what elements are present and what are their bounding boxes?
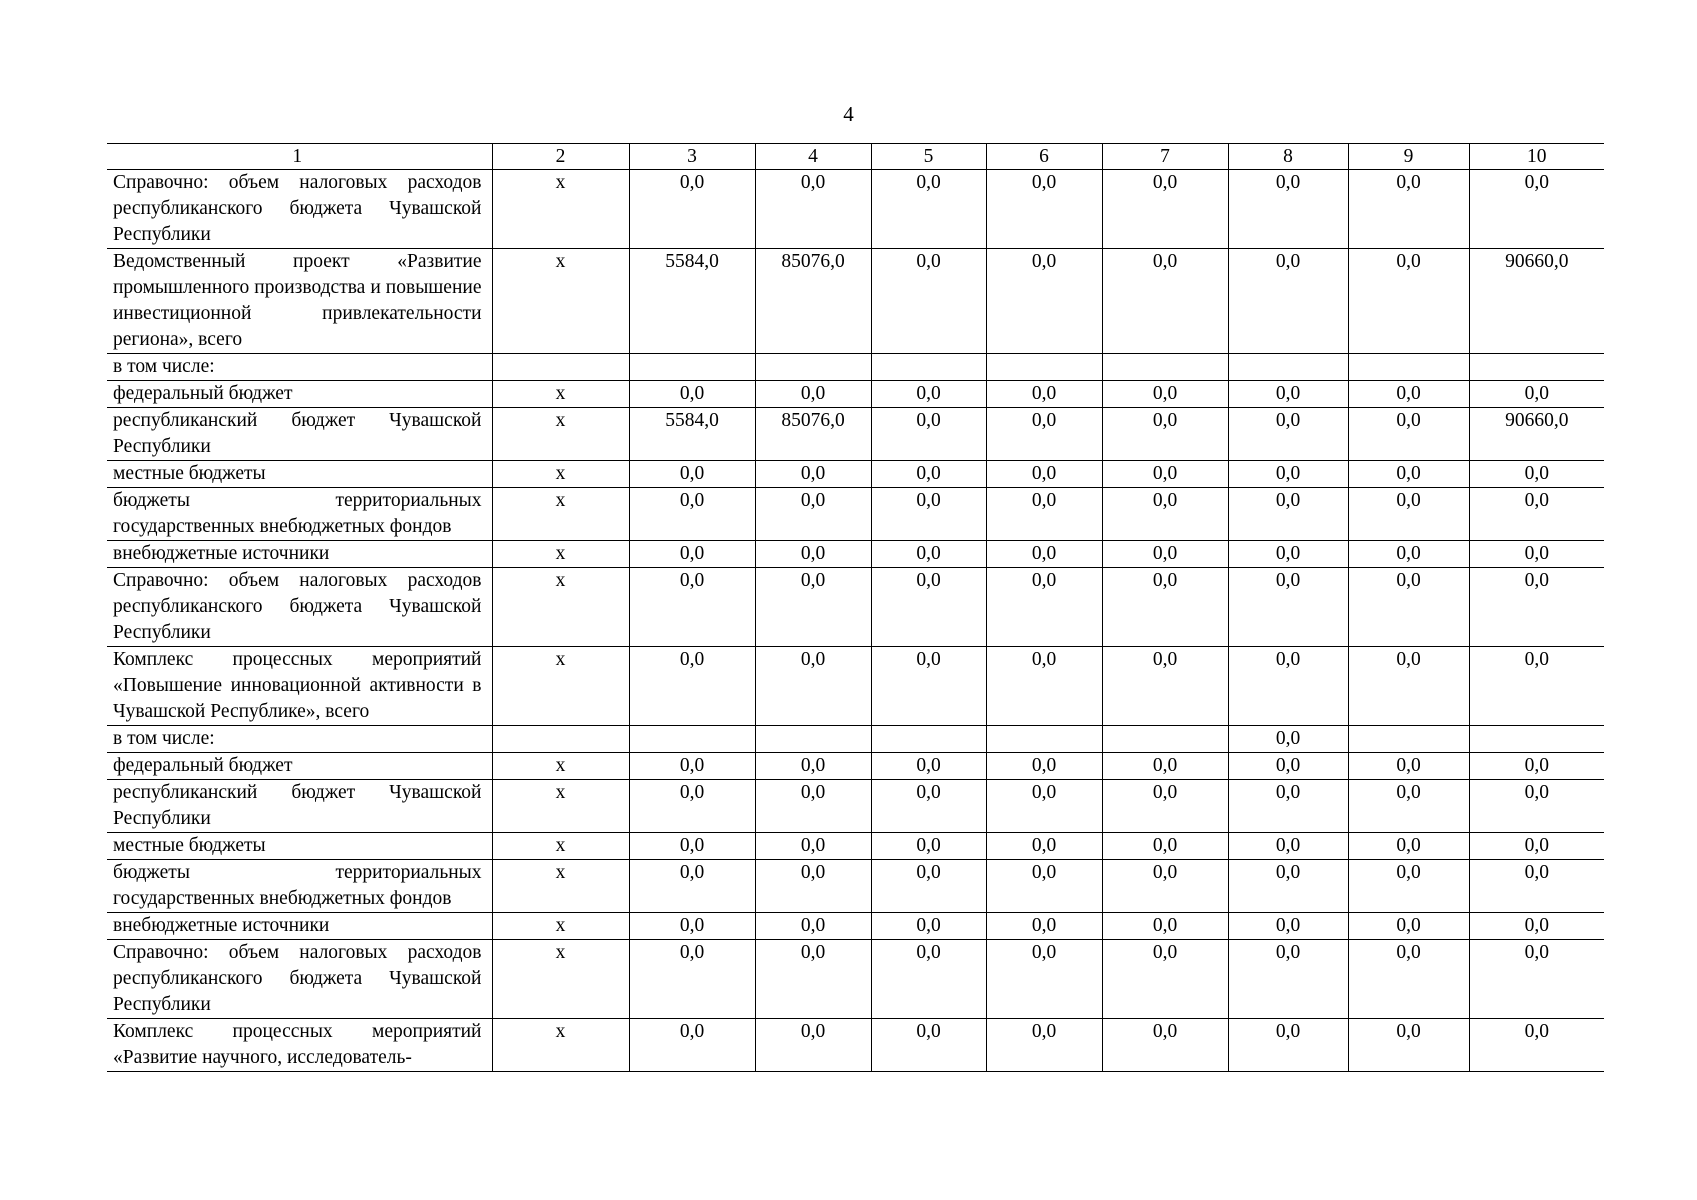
value-cell: 0,0	[986, 488, 1102, 541]
table-row	[107, 408, 1604, 461]
value-cell: 0,0	[1102, 461, 1228, 488]
value-cell: 0,0	[1228, 753, 1348, 780]
value-cell: 0,0	[1469, 541, 1604, 568]
value-cell: 90660,0	[1469, 408, 1604, 461]
value-cell: 0,0	[1228, 381, 1348, 408]
value-cell: 0,0	[1228, 1019, 1348, 1072]
value-cell: 0,0	[1228, 913, 1348, 940]
value-cell: 0,0	[871, 170, 986, 249]
value-cell: 0,0	[1102, 1019, 1228, 1072]
value-cell: 0,0	[1228, 541, 1348, 568]
value-cell: 0,0	[629, 833, 755, 860]
row-label: местные бюджеты	[107, 461, 492, 488]
value-cell: 90660,0	[1469, 249, 1604, 354]
value-cell: 0,0	[755, 753, 871, 780]
value-cell: 0,0	[755, 1019, 871, 1072]
value-cell: 0,0	[871, 913, 986, 940]
value-cell: 0,0	[1228, 780, 1348, 833]
table-row	[107, 780, 1604, 833]
value-cell: 0,0	[1348, 568, 1469, 647]
value-cell: 5584,0	[629, 408, 755, 461]
value-cell	[1228, 354, 1348, 381]
value-cell: 0,0	[986, 249, 1102, 354]
value-cell: 0,0	[629, 461, 755, 488]
header-cell: 4	[755, 144, 871, 170]
value-cell: 0,0	[1348, 647, 1469, 726]
table-row	[107, 488, 1604, 541]
table-row	[107, 568, 1604, 647]
value-cell	[986, 354, 1102, 381]
value-cell	[629, 354, 755, 381]
value-cell: x	[492, 568, 629, 647]
value-cell: x	[492, 170, 629, 249]
value-cell	[1348, 354, 1469, 381]
value-cell: 0,0	[629, 753, 755, 780]
row-label: республиканский бюджет Чувашской Республики	[107, 408, 492, 461]
value-cell: x	[492, 913, 629, 940]
value-cell: 0,0	[755, 647, 871, 726]
value-cell: x	[492, 753, 629, 780]
value-cell: 0,0	[755, 568, 871, 647]
value-cell: 0,0	[1228, 488, 1348, 541]
value-cell: 0,0	[1348, 753, 1469, 780]
value-cell: 0,0	[871, 249, 986, 354]
value-cell: 0,0	[1102, 488, 1228, 541]
value-cell: 5584,0	[629, 249, 755, 354]
value-cell: 0,0	[1102, 381, 1228, 408]
row-label: федеральный бюджет	[107, 753, 492, 780]
row-label: бюджеты территориальных государственных внебюджетных фондов	[107, 860, 492, 913]
value-cell: 0,0	[1469, 780, 1604, 833]
value-cell: 0,0	[1228, 408, 1348, 461]
value-cell: 0,0	[1348, 461, 1469, 488]
value-cell: 0,0	[1102, 780, 1228, 833]
value-cell: x	[492, 833, 629, 860]
value-cell: 0,0	[755, 541, 871, 568]
value-cell	[871, 354, 986, 381]
value-cell: x	[492, 461, 629, 488]
row-label: внебюджетные источники	[107, 541, 492, 568]
value-cell	[1102, 354, 1228, 381]
value-cell: 0,0	[871, 833, 986, 860]
value-cell: 0,0	[629, 381, 755, 408]
value-cell	[1102, 726, 1228, 753]
value-cell	[1348, 726, 1469, 753]
value-cell: 0,0	[1348, 170, 1469, 249]
value-cell: 0,0	[1348, 940, 1469, 1019]
value-cell	[492, 354, 629, 381]
value-cell: 0,0	[1348, 860, 1469, 913]
value-cell: x	[492, 780, 629, 833]
value-cell: 0,0	[1469, 753, 1604, 780]
header-cell: 10	[1469, 144, 1604, 170]
value-cell: x	[492, 381, 629, 408]
value-cell: x	[492, 408, 629, 461]
value-cell: 0,0	[1348, 488, 1469, 541]
value-cell: 0,0	[1102, 408, 1228, 461]
value-cell: 85076,0	[755, 408, 871, 461]
value-cell: 0,0	[755, 913, 871, 940]
value-cell: 0,0	[1348, 541, 1469, 568]
row-label: в том числе:	[107, 726, 492, 753]
row-label: Справочно: объем налоговых расходов республиканского бюджета Чувашской Республики	[107, 170, 492, 249]
value-cell: 0,0	[1348, 913, 1469, 940]
value-cell: 0,0	[871, 860, 986, 913]
value-cell: 0,0	[871, 940, 986, 1019]
value-cell: 0,0	[755, 860, 871, 913]
value-cell: 0,0	[1469, 568, 1604, 647]
value-cell: 0,0	[1228, 249, 1348, 354]
value-cell: 0,0	[986, 780, 1102, 833]
row-label: в том числе:	[107, 354, 492, 381]
value-cell: 0,0	[1102, 170, 1228, 249]
table-row	[107, 647, 1604, 726]
value-cell: 0,0	[871, 568, 986, 647]
value-cell: 0,0	[629, 170, 755, 249]
value-cell: 0,0	[986, 940, 1102, 1019]
value-cell: 0,0	[986, 170, 1102, 249]
value-cell	[1469, 354, 1604, 381]
row-label: Справочно: объем налоговых расходов республиканского бюджета Чувашской Республики	[107, 940, 492, 1019]
header-cell: 7	[1102, 144, 1228, 170]
value-cell: 0,0	[1469, 461, 1604, 488]
value-cell	[1469, 726, 1604, 753]
row-label: республиканский бюджет Чувашской Республики	[107, 780, 492, 833]
value-cell: 0,0	[1228, 647, 1348, 726]
value-cell: 0,0	[1348, 249, 1469, 354]
table-row	[107, 249, 1604, 354]
value-cell: 0,0	[1228, 568, 1348, 647]
table-row	[107, 541, 1604, 568]
header-cell: 3	[629, 144, 755, 170]
value-cell: 0,0	[1102, 940, 1228, 1019]
value-cell: 0,0	[986, 541, 1102, 568]
header-cell: 2	[492, 144, 629, 170]
value-cell: 0,0	[986, 461, 1102, 488]
row-label: местные бюджеты	[107, 833, 492, 860]
table-row	[107, 726, 1604, 753]
table-row	[107, 354, 1604, 381]
header-cell: 5	[871, 144, 986, 170]
value-cell: 0,0	[1348, 408, 1469, 461]
value-cell: 0,0	[1469, 833, 1604, 860]
value-cell	[629, 726, 755, 753]
row-label: Ведомственный проект «Развитие промышленного производства и повышение инвестиционной привлекательности региона», всего	[107, 249, 492, 354]
value-cell: 0,0	[1469, 647, 1604, 726]
table-row	[107, 940, 1604, 1019]
value-cell: x	[492, 860, 629, 913]
value-cell: 0,0	[629, 568, 755, 647]
value-cell: 0,0	[871, 541, 986, 568]
value-cell: 0,0	[1102, 647, 1228, 726]
value-cell: 0,0	[986, 381, 1102, 408]
value-cell: 0,0	[755, 170, 871, 249]
table-row	[107, 1019, 1604, 1072]
value-cell: 0,0	[986, 647, 1102, 726]
value-cell: 0,0	[1102, 753, 1228, 780]
value-cell: x	[492, 940, 629, 1019]
value-cell: 0,0	[629, 488, 755, 541]
value-cell: 0,0	[1469, 860, 1604, 913]
value-cell: 0,0	[629, 647, 755, 726]
value-cell: x	[492, 541, 629, 568]
table-row	[107, 170, 1604, 249]
value-cell: 0,0	[986, 408, 1102, 461]
header-cell: 6	[986, 144, 1102, 170]
value-cell: 0,0	[1469, 1019, 1604, 1072]
value-cell: 0,0	[1469, 940, 1604, 1019]
row-label: бюджеты территориальных государственных внебюджетных фондов	[107, 488, 492, 541]
value-cell: 0,0	[871, 1019, 986, 1072]
row-label: Комплекс процессных мероприятий «Развитие научного, исследователь-	[107, 1019, 492, 1072]
value-cell: 85076,0	[755, 249, 871, 354]
value-cell: 0,0	[1469, 381, 1604, 408]
value-cell: 0,0	[629, 1019, 755, 1072]
row-label: федеральный бюджет	[107, 381, 492, 408]
value-cell: 0,0	[1102, 860, 1228, 913]
value-cell: 0,0	[1228, 170, 1348, 249]
table-body	[107, 144, 1604, 1072]
table-row	[107, 833, 1604, 860]
value-cell: x	[492, 249, 629, 354]
table-row	[107, 461, 1604, 488]
value-cell	[871, 726, 986, 753]
value-cell: 0,0	[1469, 488, 1604, 541]
value-cell	[755, 726, 871, 753]
value-cell: 0,0	[629, 780, 755, 833]
table-header-row	[107, 144, 1604, 170]
header-cell: 1	[107, 144, 492, 170]
page-number: 4	[843, 102, 854, 126]
value-cell: 0,0	[871, 381, 986, 408]
row-label: Справочно: объем налоговых расходов республиканского бюджета Чувашской Республики	[107, 568, 492, 647]
value-cell: 0,0	[1102, 568, 1228, 647]
value-cell: 0,0	[1348, 381, 1469, 408]
value-cell: 0,0	[1228, 726, 1348, 753]
budget-table	[107, 143, 1604, 1072]
value-cell: 0,0	[1348, 780, 1469, 833]
value-cell	[755, 354, 871, 381]
row-label: внебюджетные источники	[107, 913, 492, 940]
value-cell: 0,0	[755, 488, 871, 541]
value-cell: 0,0	[1102, 249, 1228, 354]
value-cell: x	[492, 488, 629, 541]
value-cell: 0,0	[1102, 833, 1228, 860]
value-cell: 0,0	[986, 860, 1102, 913]
value-cell: 0,0	[1102, 913, 1228, 940]
value-cell: 0,0	[1228, 940, 1348, 1019]
row-label: Комплекс процессных мероприятий «Повышение инновационной активности в Чувашской Республике», всего	[107, 647, 492, 726]
value-cell: x	[492, 647, 629, 726]
value-cell: 0,0	[986, 913, 1102, 940]
value-cell	[492, 726, 629, 753]
table-row	[107, 860, 1604, 913]
value-cell: 0,0	[629, 940, 755, 1019]
value-cell: 0,0	[755, 381, 871, 408]
value-cell	[986, 726, 1102, 753]
value-cell: 0,0	[1469, 170, 1604, 249]
value-cell: 0,0	[871, 488, 986, 541]
table-row	[107, 381, 1604, 408]
value-cell: 0,0	[755, 780, 871, 833]
value-cell: 0,0	[629, 860, 755, 913]
value-cell: 0,0	[1348, 1019, 1469, 1072]
header-cell: 8	[1228, 144, 1348, 170]
value-cell: 0,0	[871, 780, 986, 833]
value-cell: 0,0	[986, 833, 1102, 860]
value-cell: 0,0	[871, 753, 986, 780]
value-cell: 0,0	[1102, 541, 1228, 568]
value-cell: 0,0	[1228, 860, 1348, 913]
value-cell: 0,0	[986, 1019, 1102, 1072]
table-row	[107, 753, 1604, 780]
value-cell: 0,0	[629, 541, 755, 568]
value-cell: 0,0	[755, 833, 871, 860]
value-cell: x	[492, 1019, 629, 1072]
value-cell: 0,0	[629, 913, 755, 940]
value-cell: 0,0	[1228, 833, 1348, 860]
value-cell: 0,0	[1228, 461, 1348, 488]
value-cell: 0,0	[755, 940, 871, 1019]
value-cell: 0,0	[871, 461, 986, 488]
value-cell: 0,0	[871, 408, 986, 461]
value-cell: 0,0	[1348, 833, 1469, 860]
header-cell: 9	[1348, 144, 1469, 170]
value-cell: 0,0	[755, 461, 871, 488]
value-cell: 0,0	[986, 753, 1102, 780]
value-cell: 0,0	[1469, 913, 1604, 940]
value-cell: 0,0	[986, 568, 1102, 647]
value-cell: 0,0	[871, 647, 986, 726]
table-row	[107, 913, 1604, 940]
